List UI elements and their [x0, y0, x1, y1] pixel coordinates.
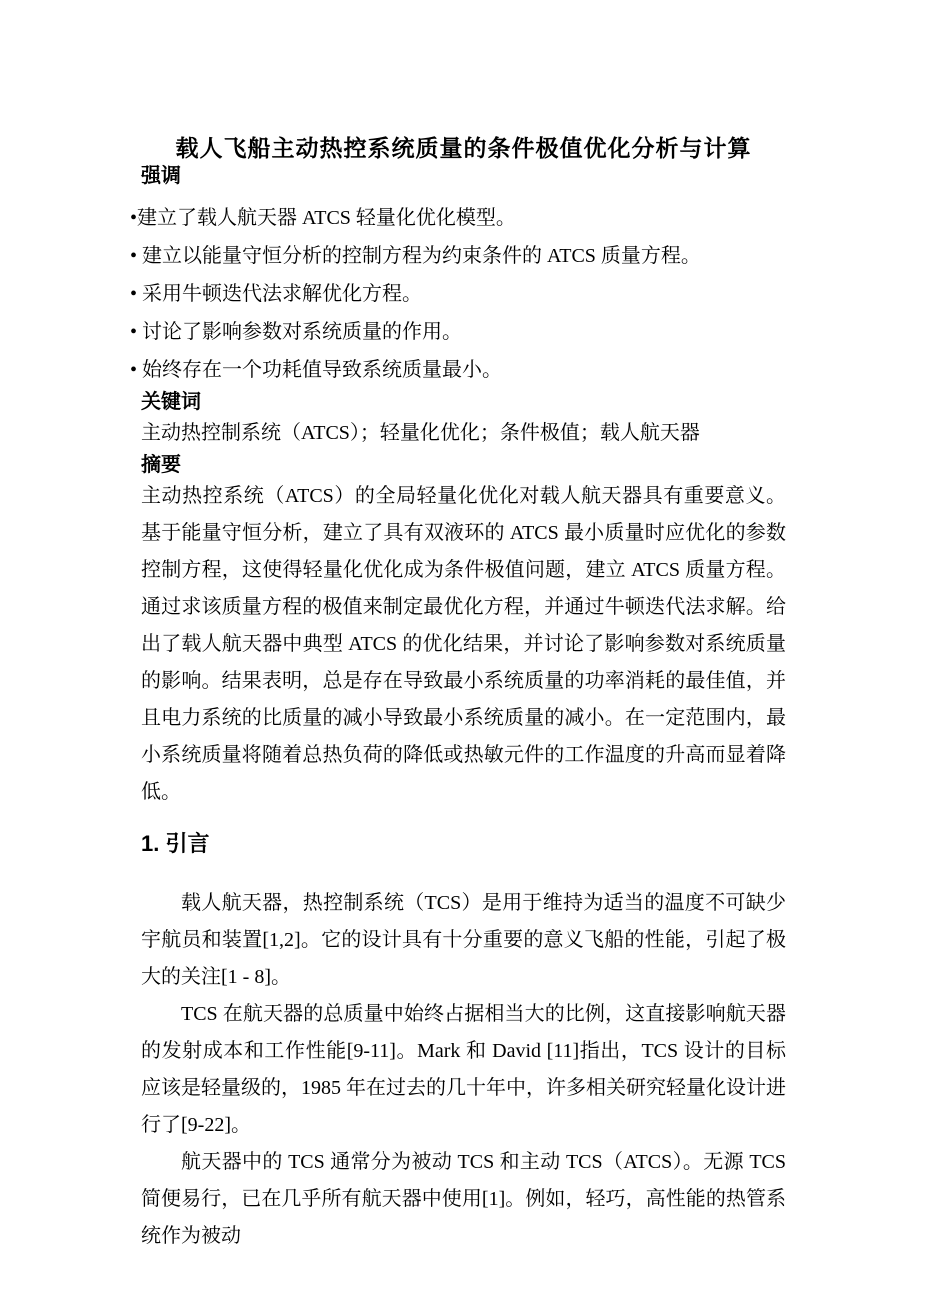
intro-paragraph: 载人航天器，热控制系统（TCS）是用于维持为适当的温度不可缺少宇航员和装置[1,2]。它的设计具有十分重要的意义飞船的性能，引起了极大的关注[1 - 8]。	[141, 892, 786, 988]
highlight-item: • 采用牛顿迭代法求解优化方程。	[130, 283, 423, 305]
highlight-item: • 建立以能量守恒分析的控制方程为约束条件的 ATCS 质量方程。	[130, 245, 701, 267]
highlight-item: • 始终存在一个功耗值导致系统质量最小。	[130, 359, 503, 381]
intro-paragraph: TCS 在航天器的总质量中始终占据相当大的比例，这直接影响航天器的发射成本和工作性能[9-11]。Mark 和 David [11]指出，TCS 设计的目标应该是轻量级的，1985 年在过去的几十年中，许多相关研究轻量化设计进行了[9-22]。	[141, 1003, 786, 1136]
highlights-list	[130, 199, 786, 389]
paper-title: 载人飞船主动热控系统质量的条件极值优化分析与计算	[175, 135, 752, 161]
abstract-heading: 摘要	[141, 454, 181, 476]
highlight-item: • 讨论了影响参数对系统质量的作用。	[130, 321, 463, 343]
highlight-item: •建立了载人航天器 ATCS 轻量化优化模型。	[130, 207, 516, 229]
keywords-text: 主动热控制系统（ATCS）；轻量化优化；条件极值；载人航天器	[141, 422, 700, 444]
keywords-heading: 关键词	[141, 391, 201, 413]
intro-paragraph: 航天器中的 TCS 通常分为被动 TCS 和主动 TCS（ATCS）。无源 TCS 简便易行，已在几乎所有航天器中使用[1]。例如，轻巧，高性能的热管系统作为被动	[141, 1151, 786, 1247]
document-content	[130, 133, 786, 1255]
abstract-text: 主动热控系统（ATCS）的全局轻量化优化对载人航天器具有重要意义。基于能量守恒分析，建立了具有双液环的 ATCS 最小质量时应优化的参数控制方程，这使得轻量化优化成为条件极值问题，建立 ATCS 质量方程。通过求该质量方程的极值来制定最优化方程，并通过牛顿迭代法求解。给出了载人航天器中典型 ATCS 的优化结果，并讨论了影响参数对系统质量的影响。结果表明，总是存在导致最小系统质量的功率消耗的最佳值，并且电力系统的比质量的减小导致最小系统质量的减小。在一定范围内，最小系统质量将随着总热负荷的降低或热敏元件的工作温度的升高而显着降低。	[141, 485, 786, 803]
highlights-heading: 强调	[141, 165, 181, 187]
section-heading-introduction: 1. 引言	[141, 831, 210, 856]
